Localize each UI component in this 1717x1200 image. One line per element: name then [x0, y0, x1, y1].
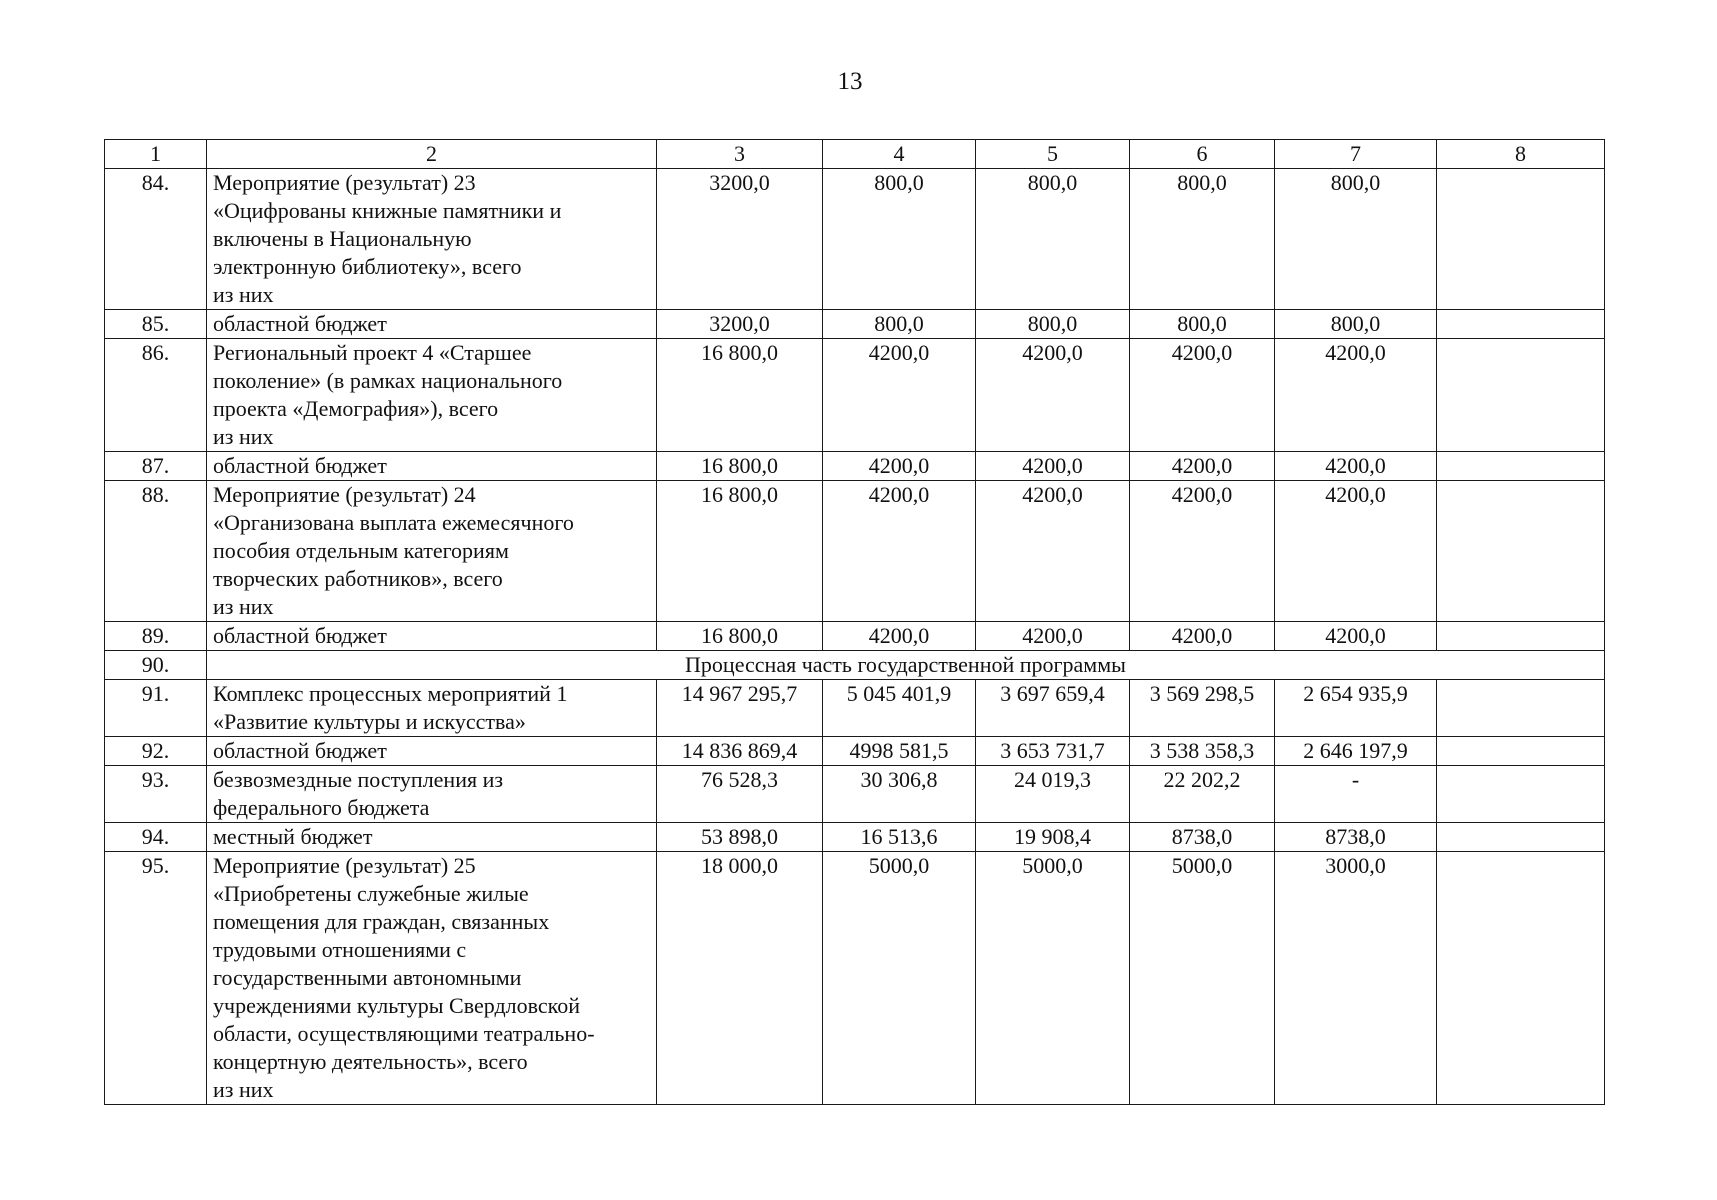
column-header: 2 [207, 140, 657, 169]
column-header: 4 [823, 140, 976, 169]
value-cell-col6: 5000,0 [1130, 852, 1275, 1105]
column-header: 5 [976, 140, 1130, 169]
value-cell-col6: 22 202,2 [1130, 766, 1275, 823]
row-number: 84. [105, 169, 207, 310]
description-line: Мероприятие (результат) 23 [213, 170, 476, 195]
value-cell-col5: 800,0 [976, 310, 1130, 339]
table-row [105, 823, 1605, 852]
value-cell-col5: 4200,0 [976, 339, 1130, 452]
table-row [105, 310, 1605, 339]
table-row [105, 622, 1605, 651]
value-cell-col7: 4200,0 [1275, 339, 1437, 452]
row-number: 95. [105, 852, 207, 1105]
value-cell-col6: 4200,0 [1130, 622, 1275, 651]
column-header: 8 [1437, 140, 1605, 169]
row-description [207, 169, 657, 310]
description-line: электронную библиотеку», всего [213, 254, 522, 279]
description-line: области, осуществляющими театрально- [213, 1021, 595, 1046]
description-line: федерального бюджета [213, 795, 430, 820]
value-cell-col3: 18 000,0 [657, 852, 823, 1105]
value-cell-col4: 4998 581,5 [823, 737, 976, 766]
description-line: из них [213, 1077, 274, 1102]
section-title: Процессная часть государственной программы [207, 651, 1605, 680]
budget-table [104, 139, 1605, 1105]
description-line: творческих работников», всего [213, 566, 503, 591]
value-cell-col7: 8738,0 [1275, 823, 1437, 852]
value-cell-col7: - [1275, 766, 1437, 823]
table-row [105, 766, 1605, 823]
value-cell-col6: 8738,0 [1130, 823, 1275, 852]
description-line: местный бюджет [213, 824, 373, 849]
value-cell-col8 [1437, 481, 1605, 622]
value-cell-col6: 800,0 [1130, 310, 1275, 339]
description-line: Мероприятие (результат) 24 [213, 482, 476, 507]
value-cell-col4: 4200,0 [823, 339, 976, 452]
column-header: 6 [1130, 140, 1275, 169]
value-cell-col6: 4200,0 [1130, 339, 1275, 452]
row-number: 90. [105, 651, 207, 680]
value-cell-col5: 5000,0 [976, 852, 1130, 1105]
column-header: 3 [657, 140, 823, 169]
value-cell-col3: 16 800,0 [657, 339, 823, 452]
row-number: 92. [105, 737, 207, 766]
value-cell-col5: 19 908,4 [976, 823, 1130, 852]
value-cell-col7: 800,0 [1275, 310, 1437, 339]
value-cell-col4: 5 045 401,9 [823, 680, 976, 737]
row-description [207, 481, 657, 622]
value-cell-col7: 2 654 935,9 [1275, 680, 1437, 737]
description-line: «Приобретены служебные жилые [213, 881, 529, 906]
row-description [207, 622, 657, 651]
table-row [105, 651, 1605, 680]
table-body [105, 140, 1605, 1105]
description-line: проекта «Демография»), всего [213, 396, 499, 421]
value-cell-col5: 4200,0 [976, 481, 1130, 622]
value-cell-col5: 24 019,3 [976, 766, 1130, 823]
table-row [105, 169, 1605, 310]
value-cell-col4: 800,0 [823, 310, 976, 339]
description-line: пособия отдельным категориям [213, 538, 509, 563]
value-cell-col8 [1437, 737, 1605, 766]
description-line: трудовыми отношениями с [213, 937, 467, 962]
value-cell-col4: 4200,0 [823, 622, 976, 651]
value-cell-col7: 4200,0 [1275, 622, 1437, 651]
value-cell-col5: 4200,0 [976, 622, 1130, 651]
value-cell-col3: 16 800,0 [657, 452, 823, 481]
column-header: 7 [1275, 140, 1437, 169]
row-number: 91. [105, 680, 207, 737]
row-description [207, 852, 657, 1105]
value-cell-col8 [1437, 766, 1605, 823]
table-row [105, 452, 1605, 481]
table-row [105, 339, 1605, 452]
description-line: поколение» (в рамках национального [213, 368, 563, 393]
description-line: Мероприятие (результат) 25 [213, 853, 476, 878]
value-cell-col3: 14 967 295,7 [657, 680, 823, 737]
row-number: 87. [105, 452, 207, 481]
value-cell-col5: 800,0 [976, 169, 1130, 310]
value-cell-col3: 14 836 869,4 [657, 737, 823, 766]
page-number: 13 [837, 68, 863, 95]
value-cell-col6: 3 569 298,5 [1130, 680, 1275, 737]
value-cell-col4: 800,0 [823, 169, 976, 310]
column-header: 1 [105, 140, 207, 169]
value-cell-col5: 3 653 731,7 [976, 737, 1130, 766]
value-cell-col7: 2 646 197,9 [1275, 737, 1437, 766]
description-line: «Организована выплата ежемесячного [213, 510, 574, 535]
description-line: безвозмездные поступления из [213, 767, 504, 792]
value-cell-col3: 53 898,0 [657, 823, 823, 852]
value-cell-col3: 76 528,3 [657, 766, 823, 823]
description-line: включены в Национальную [213, 226, 472, 251]
description-line: областной бюджет [213, 311, 387, 336]
value-cell-col6: 4200,0 [1130, 452, 1275, 481]
value-cell-col5: 3 697 659,4 [976, 680, 1130, 737]
description-line: учреждениями культуры Свердловской [213, 993, 580, 1018]
value-cell-col8 [1437, 823, 1605, 852]
value-cell-col6: 3 538 358,3 [1130, 737, 1275, 766]
value-cell-col6: 800,0 [1130, 169, 1275, 310]
value-cell-col4: 16 513,6 [823, 823, 976, 852]
description-line: государственными автономными [213, 965, 522, 990]
value-cell-col8 [1437, 310, 1605, 339]
value-cell-col3: 3200,0 [657, 169, 823, 310]
description-line: помещения для граждан, связанных [213, 909, 550, 934]
value-cell-col8 [1437, 169, 1605, 310]
header-row [105, 140, 1605, 169]
value-cell-col7: 4200,0 [1275, 481, 1437, 622]
row-description [207, 737, 657, 766]
description-line: «Развитие культуры и искусства» [213, 709, 526, 734]
value-cell-col8 [1437, 452, 1605, 481]
row-number: 94. [105, 823, 207, 852]
value-cell-col3: 3200,0 [657, 310, 823, 339]
value-cell-col8 [1437, 852, 1605, 1105]
value-cell-col8 [1437, 339, 1605, 452]
row-number: 88. [105, 481, 207, 622]
value-cell-col3: 16 800,0 [657, 622, 823, 651]
value-cell-col4: 4200,0 [823, 481, 976, 622]
table-row [105, 737, 1605, 766]
row-description [207, 766, 657, 823]
description-line: областной бюджет [213, 453, 387, 478]
table-row [105, 481, 1605, 622]
row-description [207, 339, 657, 452]
value-cell-col7: 3000,0 [1275, 852, 1437, 1105]
description-line: концертную деятельность», всего [213, 1049, 528, 1074]
row-number: 86. [105, 339, 207, 452]
row-description [207, 452, 657, 481]
description-line: Комплекс процессных мероприятий 1 [213, 681, 568, 706]
value-cell-col4: 4200,0 [823, 452, 976, 481]
description-line: Региональный проект 4 «Старшее [213, 340, 532, 365]
description-line: областной бюджет [213, 623, 387, 648]
row-description [207, 823, 657, 852]
value-cell-col8 [1437, 622, 1605, 651]
row-description [207, 310, 657, 339]
row-number: 89. [105, 622, 207, 651]
value-cell-col7: 800,0 [1275, 169, 1437, 310]
description-line: из них [213, 424, 274, 449]
description-line: из них [213, 282, 274, 307]
row-number: 85. [105, 310, 207, 339]
value-cell-col4: 30 306,8 [823, 766, 976, 823]
value-cell-col4: 5000,0 [823, 852, 976, 1105]
description-line: из них [213, 594, 274, 619]
description-line: областной бюджет [213, 738, 387, 763]
value-cell-col5: 4200,0 [976, 452, 1130, 481]
row-description [207, 680, 657, 737]
description-line: «Оцифрованы книжные памятники и [213, 198, 562, 223]
value-cell-col3: 16 800,0 [657, 481, 823, 622]
table-row [105, 852, 1605, 1105]
value-cell-col7: 4200,0 [1275, 452, 1437, 481]
table-row [105, 680, 1605, 737]
value-cell-col8 [1437, 680, 1605, 737]
value-cell-col6: 4200,0 [1130, 481, 1275, 622]
row-number: 93. [105, 766, 207, 823]
